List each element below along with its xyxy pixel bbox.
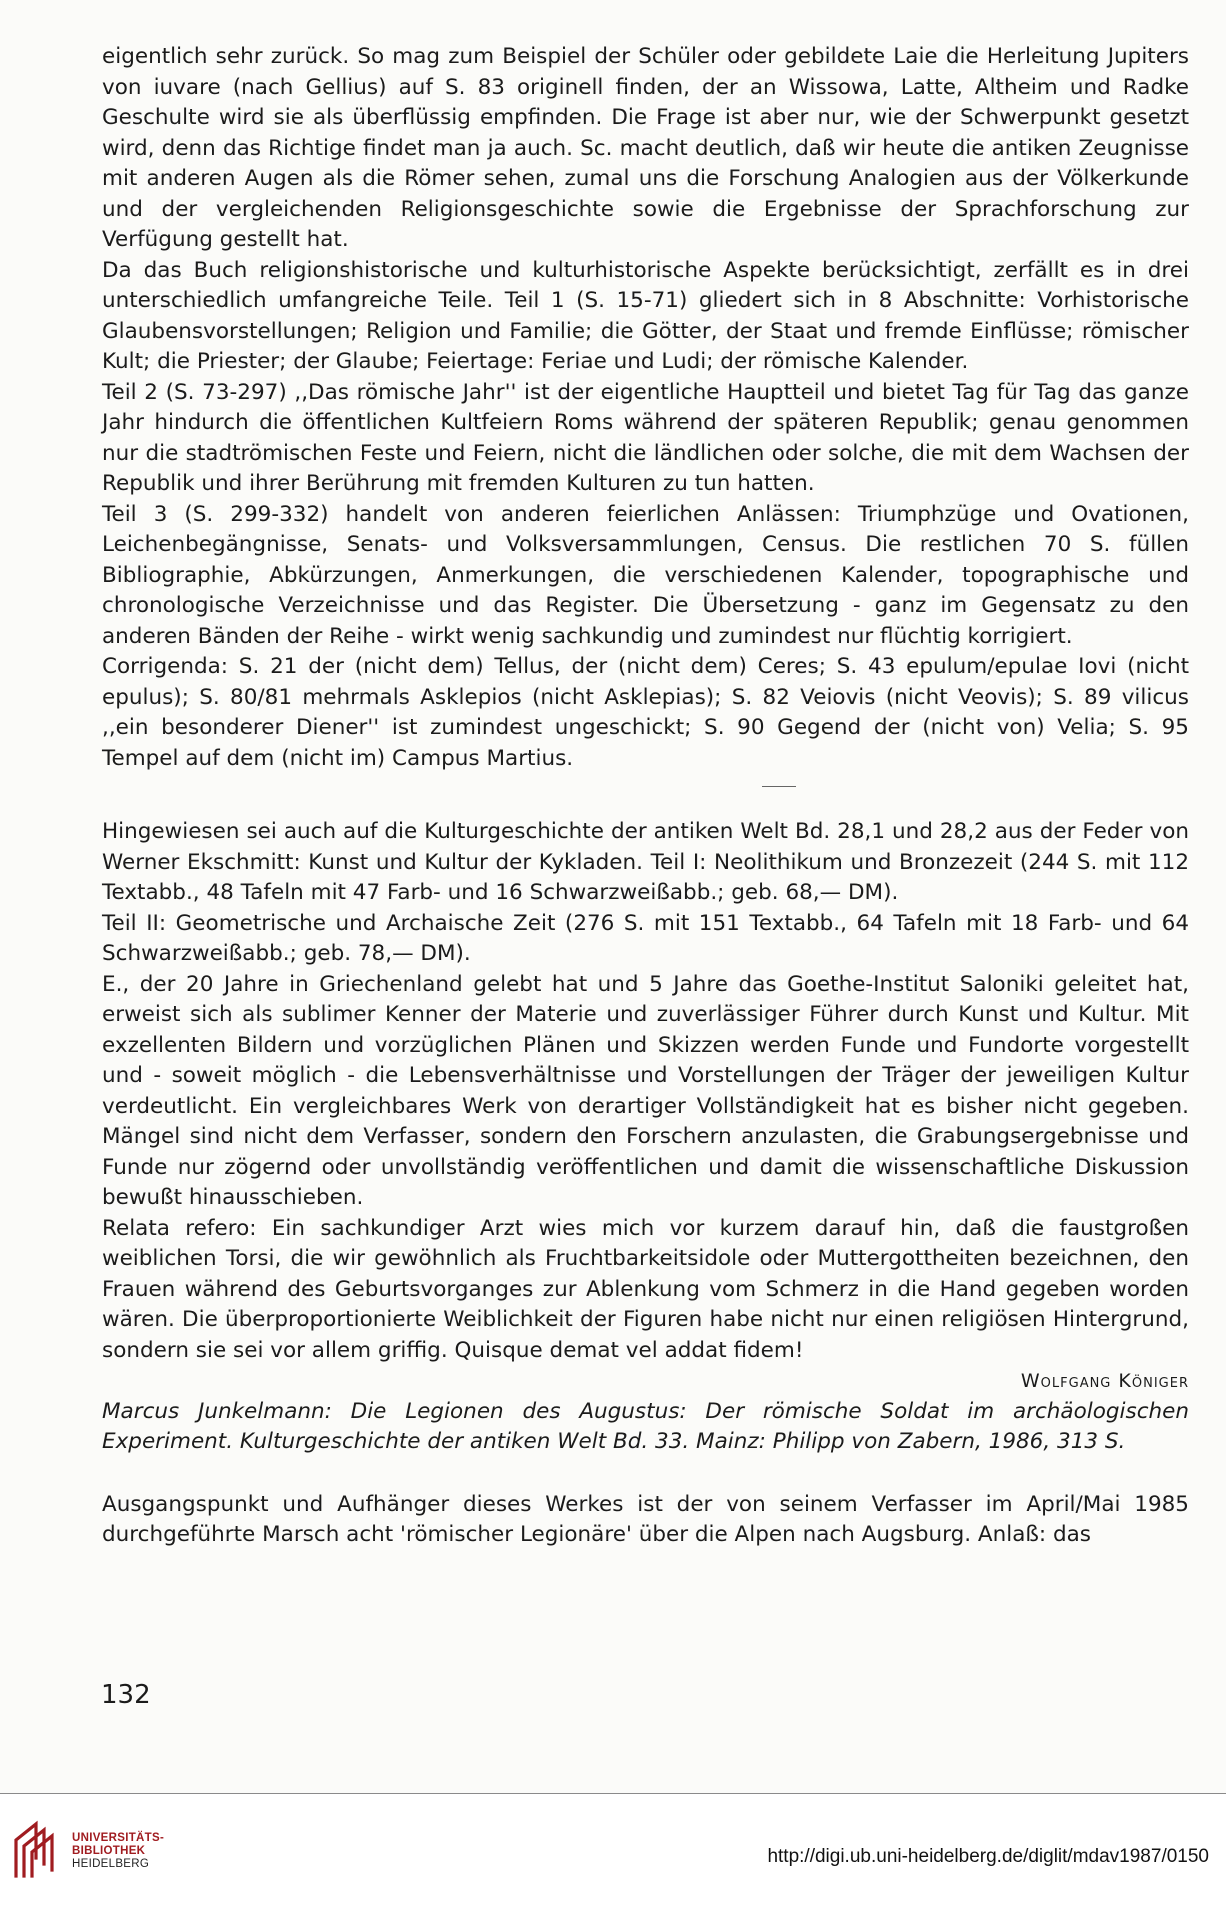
paragraph: Ausgangspunkt und Aufhänger dieses Werkes ist der von seinem Verfasser im April/Mai 1985 durchgeführte Marsch acht 'römischer Legionäre' über die Alpen nach Augsburg. Anlaß: das [102, 1491, 1189, 1547]
page-number: 132 [101, 1680, 151, 1710]
paragraph: Corrigenda: S. 21 der (nicht dem) Tellus, der (nicht dem) Ceres; S. 43 epulum/epulae Iovi (nicht epulus); S. 80/81 mehrmals Asklepios (nicht Asklepias); S. 82 Veiovis (nicht Veovis); S. 89 vilicus ,,ein besonderer Diener'' ist zumindest ungeschickt; S. 90 Gegend der (nicht von) Velia; S. 95 Tempel auf dem (nicht im) Campus Martius. [102, 654, 1189, 771]
paragraph: Teil 3 (S. 299-332) handelt von anderen feierlichen Anlässen: Triumphzüge und Ovationen, Leichenbegängnisse, Senats- und Volksversammlungen, Census. Die restlichen 70 S. füllen Bibliographie, Abkürzungen, Anmerkungen, die verschiedenen Kalender, topographische und chronologische Verzeichnisse und das Register. Die Übersetzung - ganz im Gegensatz zu den anderen Bänden der Reihe - wirkt wenig sachkundig und zumindest nur flüchtig korrigiert. [102, 501, 1189, 649]
library-name-line: UNIVERSITÄTS- [72, 1832, 165, 1844]
library-logo-icon [10, 1818, 58, 1882]
paragraph: Teil II: Geometrische und Archaische Zeit (276 S. mit 151 Textabb., 64 Tafeln mit 18 Farb- und 64 Schwarzweißabb.; geb. 78,— DM). [102, 910, 1189, 966]
paragraph: Hingewiesen sei auch auf die Kulturgeschichte der antiken Welt Bd. 28,1 und 28,2 aus der Feder von Werner Ekschmitt: Kunst und Kultur der Kykladen. Teil I: Neolithikum und Bronzezeit (244 S. mit 112 Textabb., 48 Tafeln mit 47 Farb- und 16 Schwarzweißabb.; geb. 68,— DM). [102, 819, 1189, 905]
paragraph: Relata refero: Ein sachkundiger Arzt wies mich vor kurzem darauf hin, daß die faustgroßen weiblichen Torsi, die wir gewöhnlich als Fruchtbarkeitsidole oder Muttergottheiten bezeichnen, den Frauen während des Geburtsvorganges zur Ablenkung vom Schmerz in die Hand gegeben worden wären. Die überproportionierte Weiblichkeit der Figuren habe nicht nur einen religiösen Hintergrund, sondern sie sei vor allem griffig. Quisque demat vel addat fidem! [102, 1215, 1189, 1363]
digitization-footer [0, 1794, 1226, 1931]
library-name-line: BIBLIOTHEK [72, 1845, 146, 1857]
paragraph: E., der 20 Jahre in Griechenland gelebt hat und 5 Jahre das Goethe-Institut Saloniki geleitet hat, erweist sich als sublimer Kenner der Materie und zuverlässiger Führer durch Kunst und Kultur. Mit exzellenten Bildern und vorzüglichen Plänen und Skizzen werden Funde und Fundorte vorgestellt und - soweit möglich - die Lebensverhältnisse und Vorstellungen der Träger der jeweiligen Kultur verdeutlicht. Ein vergleichbares Werk von derartiger Vollständigkeit hat es bisher nicht gegeben. Mängel sind nicht dem Verfasser, sondern den Forschern anzulasten, die Grabungsergebnisse und Funde nur zögernd oder unvollständig veröffentlichen und damit die wissenschaftliche Diskussion bewußt hinausschieben. [102, 971, 1189, 1210]
article-text [102, 42, 1189, 1551]
library-name [72, 1832, 164, 1871]
book-citation: Marcus Junkelmann: Die Legionen des Augustus: Der römische Soldat im archäologischen Experiment. Kulturgeschichte der antiken Welt Bd. 33. Mainz: Philipp von Zabern, 1986, 313 S. [102, 1398, 1189, 1454]
paragraph: Da das Buch religionshistorische und kulturhistorische Aspekte berücksichtigt, zerfällt es in drei unterschiedlich umfangreiche Teile. Teil 1 (S. 15-71) gliedert sich in 8 Abschnitte: Vorhistorische Glaubensvorstellungen; Religion und Familie; die Götter, der Staat und fremde Einflüsse; römischer Kult; die Priester; der Glaube; Feiertage: Feriae und Ludi; der römische Kalender. [102, 257, 1189, 374]
source-url-link[interactable]: http://digi.ub.uni-heidelberg.de/diglit/mdav1987/0150 [767, 1846, 1209, 1867]
paragraph: Teil 2 (S. 73-297) ,,Das römische Jahr'' ist der eigentliche Hauptteil und bietet Tag für Tag das ganze Jahr hindurch die öffentlichen Kultfeiern Roms während der späteren Republik; genau genommen nur die stadtrömischen Feste und Feiern, nicht die ländlichen oder solche, die mit dem Wachsen der Republik und ihrer Berührung mit fremden Kulturen zu tun hatten. [102, 379, 1189, 496]
author-signature: Wolfgang Königer [1020, 1370, 1189, 1392]
library-city: HEIDELBERG [72, 1858, 150, 1870]
paragraph: eigentlich sehr zurück. So mag zum Beispiel der Schüler oder gebildete Laie die Herleitung Jupiters von iuvare (nach Gellius) auf S. 83 originell finden, der an Wissowa, Latte, Altheim und Radke Geschulte wird sie als überflüssig empfinden. Die Frage ist aber nur, wie der Schwerpunkt gesetzt wird, denn das Richtige findet man ja auch. Sc. macht deutlich, daß wir heute die antiken Zeugnisse mit anderen Augen als die Römer sehen, zumal uns die Forschung Analogien aus der Völkerkunde und der vergleichenden Religionsgeschichte sowie die Ergebnisse der Sprachforschung zur Verfügung gestellt hat. [102, 44, 1189, 252]
